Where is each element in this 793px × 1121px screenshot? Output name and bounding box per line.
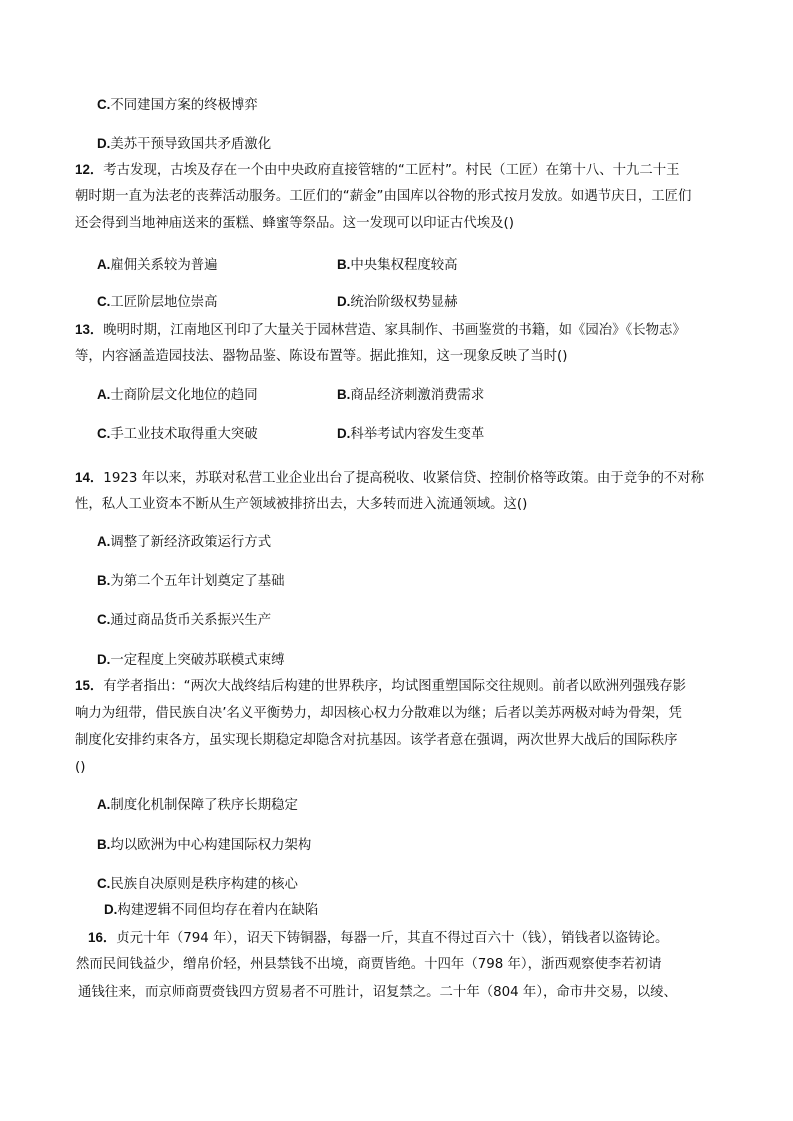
q15-option-a — [97, 795, 298, 816]
option-text: 通过商品货币关系振兴生产 — [110, 613, 272, 628]
q16-stem-line-2: 然而民间钱益少，缯帛价轻，州县禁钱不出境，商贾皆绝。十四年（798 年），浙西观察使李若初请 — [76, 957, 662, 972]
q13-option-a — [97, 385, 258, 406]
stem-text: 1923 年以来，苏联对私营工业企业出台了提高税收、收紧信贷、控制价格等政策。由于竞争的不对称 — [103, 471, 705, 486]
option-label: C. — [97, 97, 111, 112]
option-text: 为第二个五年计划奠定了基础 — [110, 574, 285, 589]
q12-option-b — [337, 255, 458, 276]
option-text: 美苏干预导致国共矛盾激化 — [110, 137, 272, 152]
q16-stem-line-1 — [88, 928, 668, 949]
option-text: 均以欧洲为中心构建国际权力架构 — [110, 838, 312, 853]
q14-option-b — [97, 571, 284, 592]
q15-option-b — [97, 835, 311, 856]
question-number: 15． — [75, 678, 104, 693]
q15-option-c — [97, 874, 298, 895]
option-text: 制度化机制保障了秩序长期稳定 — [110, 798, 298, 813]
option-text: 士商阶层文化地位的趋同 — [110, 388, 258, 403]
option-label: D. — [337, 426, 351, 441]
option-label: D. — [97, 652, 111, 667]
q15-option-d — [104, 900, 318, 921]
stem-text: 晚明时期，江南地区刊印了大量关于园林营造、家具制作、书画鉴赏的书籍，如《园冶》《长物志》 — [103, 323, 686, 338]
q12-stem-line-3: 还会得到当地神庙送来的蛋糕、蜂蜜等祭品。这一发现可以印证古代埃及() — [75, 216, 514, 231]
stem-text: 考古发现，古埃及存在一个由中央政府直接管辖的“工匠村”。村民（工匠）在第十八、十九二十王 — [103, 163, 680, 178]
q11-option-d — [97, 134, 271, 155]
option-label: B. — [97, 573, 111, 588]
q12-option-a — [97, 255, 218, 276]
q15-stem-line-1 — [75, 676, 686, 697]
q15-stem-line-2: 响力为纽带，借民族自决’名义平衡势力，却因核心权力分散难以为继；后者以美苏两极对峙为骨架，凭 — [75, 706, 682, 721]
q12-stem-line-1 — [75, 160, 680, 181]
q15-stem-line-4: () — [75, 760, 86, 775]
q11-option-c — [97, 95, 258, 116]
option-label: A. — [97, 257, 111, 272]
option-text: 雇佣关系较为普遍 — [110, 258, 218, 273]
q13-option-c — [97, 424, 258, 445]
q13-option-b — [337, 385, 484, 406]
question-number: 14． — [75, 470, 104, 485]
q13-option-d — [337, 424, 484, 445]
q14-option-d — [97, 650, 284, 671]
option-text: 调整了新经济政策运行方式 — [110, 535, 272, 550]
question-number: 16． — [88, 930, 117, 945]
option-text: 工匠阶层地位崇高 — [110, 295, 218, 310]
option-text: 民族自决原则是秩序构建的核心 — [110, 877, 298, 892]
stem-text: 有学者指出：“两次大战终结后构建的世界秩序，均试图重塑国际交往规则。前者以欧洲列强残存影 — [103, 679, 687, 694]
option-label: D. — [97, 136, 111, 151]
question-number: 13． — [75, 322, 104, 337]
option-text: 不同建国方案的终极博弈 — [110, 98, 258, 113]
option-label: C. — [97, 876, 111, 891]
option-text: 商品经济刺激消费需求 — [350, 388, 485, 403]
q12-stem-line-2: 朝时期一直为法老的丧葬活动服务。工匠们的“薪金”由国库以谷物的形式按月发放。如遇节庆日，工匠们 — [75, 189, 692, 204]
option-label: D. — [104, 902, 118, 917]
option-label: B. — [337, 257, 351, 272]
option-label: C. — [97, 612, 111, 627]
option-label: D. — [337, 294, 351, 309]
question-number: 12． — [75, 162, 104, 177]
option-label: C. — [97, 294, 111, 309]
option-text: 中央集权程度较高 — [350, 258, 458, 273]
q12-option-d — [337, 292, 458, 313]
option-label: A. — [97, 387, 111, 402]
stem-text: 贞元十年（794 年），诏天下铸铜器，每器一斤，其直不得过百六十（钱），销钱者以盗铸论。 — [116, 931, 669, 946]
q12-option-c — [97, 292, 218, 313]
q14-option-c — [97, 610, 271, 631]
option-label: A. — [97, 797, 111, 812]
option-text: 统治阶级权势显赫 — [350, 295, 458, 310]
q14-stem-line-1 — [75, 468, 704, 489]
q13-stem-line-1 — [75, 320, 686, 341]
option-text: 一定程度上突破苏联模式束缚 — [110, 653, 285, 668]
option-label: B. — [337, 387, 351, 402]
q16-stem-line-3: 通钱往来，而京师商贾赍钱四方贸易者不可胜计，诏复禁之。二十年（804 年），命市井交易，以绫、 — [78, 985, 677, 1000]
option-label: B. — [97, 837, 111, 852]
option-text: 构建逻辑不同但均存在着内在缺陷 — [117, 903, 319, 918]
option-text: 手工业技术取得重大突破 — [110, 427, 258, 442]
option-label: A. — [97, 534, 111, 549]
option-text: 科举考试内容发生变革 — [350, 427, 485, 442]
q14-stem-line-2: 性，私人工业资本不断从生产领域被排挤出去，大多转而进入流通领域。这() — [75, 497, 528, 512]
q14-option-a — [97, 532, 271, 553]
option-label: C. — [97, 426, 111, 441]
q13-stem-line-2: 等，内容涵盖造园技法、器物品鉴、陈设布置等。据此推知，这一现象反映了当时() — [75, 349, 568, 364]
q15-stem-line-3: 制度化安排约束各方，虽实现长期稳定却隐含对抗基因。该学者意在强调，两次世界大战后的国际秩序 — [75, 733, 678, 748]
